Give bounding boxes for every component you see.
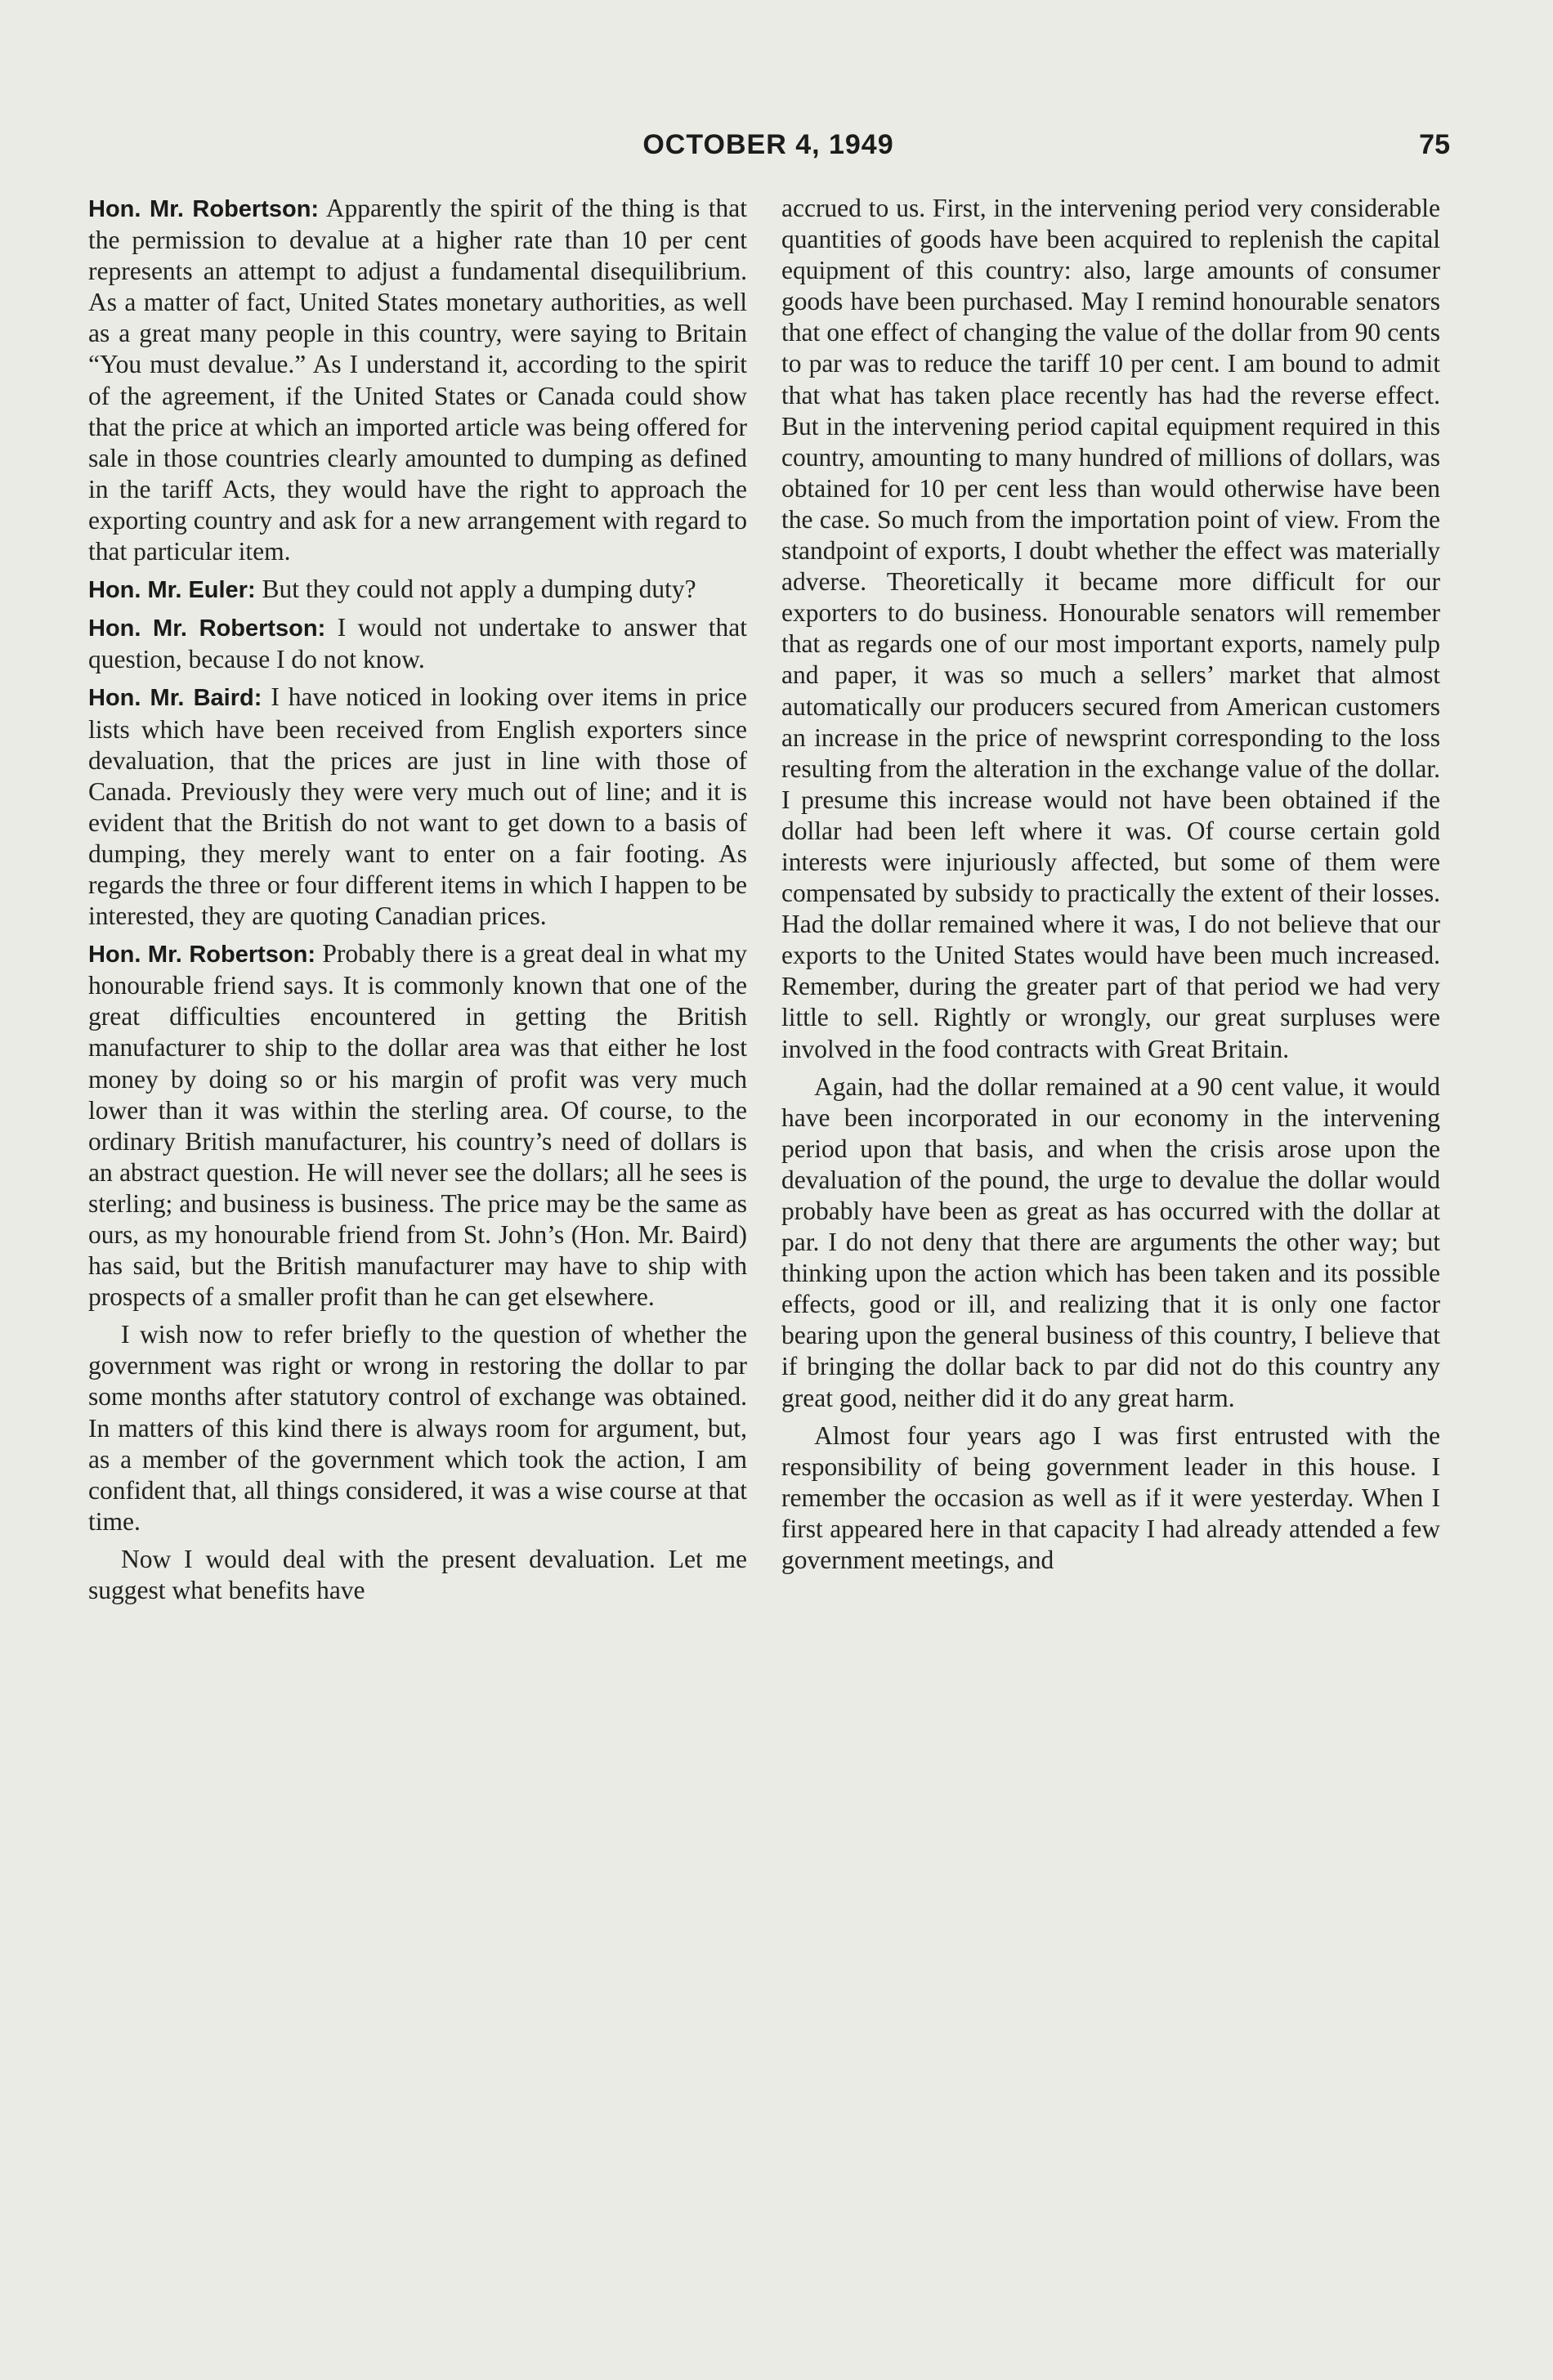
paragraph bbox=[88, 1544, 747, 1606]
paragraph-text: accrued to us. First, in the intervening period very considerable quantities of goods have been acquired to replenish the capital equipment of this country: also, large amounts of consumer goods have been purchased. May I remind honourable senators that one effect of changing the value of the dollar from 90 cents to par was to reduce the tariff 10 per cent. I am bound to admit that what has taken place recently has had the reverse effect. But in the intervening period capital equipment required in this country, amounting to many hundred of millions of dollars, was obtained for 10 per cent less than would otherwise have been the case. So much from the importation point of view. From the standpoint of exports, I doubt whether the effect was materially adverse. Theoretically it became more difficult for our exporters to do business. Honourable senators will remember that as regards one of our most important exports, namely pulp and paper, it was so much a sellers’ market that almost automatically our producers secured from American customers an increase in the price of newsprint corresponding to the loss resulting from the alteration in the exchange value of the dollar. I presume this increase would not have been obtained if the dollar had been left where it was. Of course certain gold interests were injuriously affected, but some of them were compensated by subsidy to practically the extent of their losses. Had the dollar remained where it was, I do not believe that our exports to the United States would have been much increased. Remember, during the greater part of that period we had very little to sell. Rightly or wrongly, our great surpluses were involved in the food contracts with Great Britain. bbox=[781, 194, 1440, 1063]
speaker-name: Hon. Mr. Robertson: bbox=[88, 942, 316, 969]
paragraph-text: I have noticed in looking over items in price lists which have been received from English exporters since devaluation, that the prices are just in line with those of Canada. Previously they were very much out of line; and it is evident that the British do not want to get down to a basis of dumping, they merely want to enter on a fair footing. As regards the three or four different items in which I happen to be interested, they are quoting Canadian prices. bbox=[88, 682, 747, 931]
paragraph-text: Again, had the dollar remained at a 90 cent value, it would have been incorporated in our economy in the intervening period upon that basis, and when the crisis arose upon the devaluation of the pound, the urge to devalue the dollar would probably have been as great as has occurred with the dollar at par. I do not deny that there are arguments the other way; but thinking upon the action which has been taken and its possible effects, good or ill, and realizing that it is only one factor bearing upon the general business of this country, I believe that if bringing the dollar back to par did not do this country any great good, neither did it do any great harm. bbox=[781, 1071, 1440, 1412]
page-date: OCTOBER 4, 1949 bbox=[642, 129, 894, 160]
speaker-name: Hon. Mr. Robertson: bbox=[88, 196, 320, 222]
paragraph-text: I wish now to refer briefly to the question of whether the government was right or wrong in restoring the dollar to par some months after statutory control of exchange was obtained. In matters of this kind there is always room for argument, but, as a member of the government which took the action, I am confident that, all things considered, it was a wise course at that time. bbox=[88, 1320, 747, 1536]
paragraph bbox=[88, 682, 747, 932]
paragraph bbox=[88, 193, 747, 567]
paragraph-text: Apparently the spirit of the thing is that the permission to devalue at a higher rate than 10 per cent represents an attempt to adjust a fundamental disequilibrium. As a matter of fact, United States monetary authorities, as well as a great many people in this country, were saying to Britain “You must devalue.” As I understand it, according to the spirit of the agreement, if the United States or Canada could show that the price at which an imported article was being offered for sale in those countries clearly amounted to dumping as defined in the tariff Acts, they would have the right to approach the exporting country and ask for a new arrangement with regard to that particular item. bbox=[88, 194, 747, 566]
right-column bbox=[781, 193, 1440, 1582]
paragraph bbox=[88, 938, 747, 1313]
left-column bbox=[88, 193, 747, 1613]
paragraph bbox=[781, 193, 1440, 1065]
paragraph-text: Almost four years ago I was first entrusted with the responsibility of being government leader in this house. I remember the occasion as well as if it were yesterday. When I first appeared here in that capacity I had already attended a few government meetings, and bbox=[781, 1420, 1440, 1575]
paragraph-text: I would not undertake to answer that question, because I do not know. bbox=[88, 613, 747, 674]
paragraph-text: But they could not apply a dumping duty? bbox=[255, 575, 696, 604]
paragraph bbox=[88, 574, 747, 606]
speaker-name: Hon. Mr. Euler: bbox=[88, 577, 256, 604]
paragraph bbox=[781, 1071, 1440, 1414]
page-number: 75 bbox=[1419, 129, 1450, 160]
paragraph-text: Now I would deal with the present devaluation. Let me suggest what benefits have bbox=[88, 1544, 747, 1605]
paragraph bbox=[781, 1420, 1440, 1576]
paragraph bbox=[88, 1319, 747, 1537]
paragraph-text: Probably there is a great deal in what my honourable friend says. It is commonly known that one of the great difficulties encountered in getting the British manufacturer to ship to the dollar area was that either he lost money by doing so or his margin of profit was very much lower than it was within the sterling area. Of course, to the ordinary British manufacturer, his country’s need of dollars is an abstract question. He will never see the dollars; all he sees is sterling; and business is business. The price may be the same as ours, as my honourable friend from St. John’s (Hon. Mr. Baird) has said, but the British manufacturer may have to ship with prospects of a smaller profit than he can get elsewhere. bbox=[88, 939, 747, 1312]
paragraph bbox=[88, 612, 747, 675]
speaker-name: Hon. Mr. Baird: bbox=[88, 685, 262, 712]
speaker-name: Hon. Mr. Robertson: bbox=[88, 615, 326, 642]
page-header bbox=[87, 129, 1450, 170]
